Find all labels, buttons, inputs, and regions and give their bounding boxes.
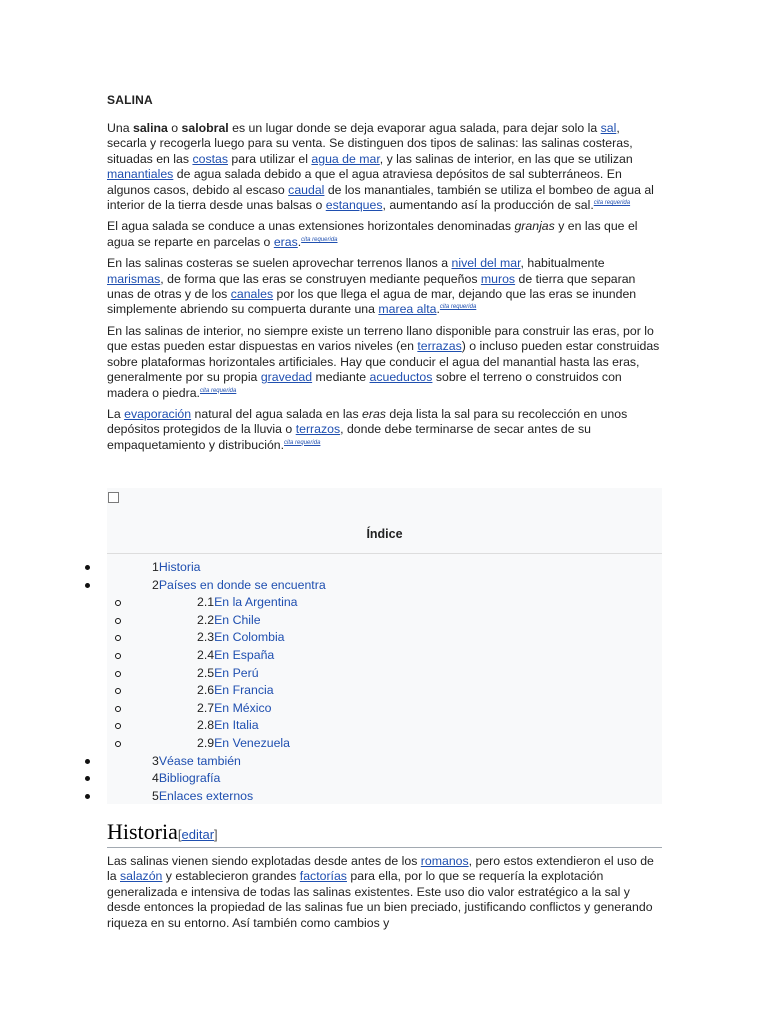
- link-romanos[interactable]: romanos: [420, 854, 469, 868]
- link-evaporacion[interactable]: evaporación: [124, 406, 192, 421]
- toc-item[interactable]: [152, 788, 253, 804]
- toc-number: 2.7: [197, 700, 215, 715]
- toc-item[interactable]: [197, 594, 298, 610]
- text: es un lugar donde se deja evaporar agua salada, para dejar solo la: [228, 121, 601, 135]
- paragraph-historia: [107, 854, 662, 931]
- toc-bullet: [85, 776, 90, 781]
- toc-link[interactable]: En Italia: [214, 718, 259, 733]
- text: para ella, por lo que se requería la explotación generalizada e intensiva de todas las salinas existentes. Este uso dio valor estratégico a la sal y desde entonces la propiedad de las salinas fue un bien preciado, justificando conflictos y generando riqueza en su entorno. Así también como cambios y: [107, 869, 653, 930]
- text: , donde debe terminarse de secar antes de su empaquetamiento y distribución.: [107, 422, 591, 452]
- text: sobre el terreno o construidos con madera o piedra.: [107, 370, 622, 400]
- toc-number: 5: [152, 788, 159, 803]
- toc-number: 2: [152, 577, 159, 592]
- toc-subbullet: [115, 706, 121, 712]
- toc-link[interactable]: Enlaces externos: [158, 788, 254, 803]
- citation-needed[interactable]: cita requerida: [199, 387, 237, 394]
- link-caudal[interactable]: caudal: [288, 182, 325, 197]
- paragraph-costeras: [107, 256, 662, 318]
- citation-needed[interactable]: cita requerida: [593, 200, 631, 207]
- text: , aumentando así la producción de sal.: [382, 198, 594, 213]
- toc-link[interactable]: Historia: [158, 560, 201, 574]
- link-costas[interactable]: costas: [192, 151, 228, 166]
- link-terrazas[interactable]: terrazas: [417, 339, 462, 354]
- text: y en las que el agua se reparte en parcelas o: [107, 219, 638, 249]
- toc-link[interactable]: En la Argentina: [214, 595, 298, 610]
- toc-number: 2.1: [197, 595, 215, 610]
- link-salazon[interactable]: salazón: [120, 869, 163, 884]
- text: de los manantiales, también se utiliza el bombeo de agua al interior de la tierra desde unas balsas o: [107, 182, 654, 213]
- text: , secarla y recogerla luego para su venta. Se distinguen dos tipos de salinas: las salinas costeras, situadas en las: [107, 121, 633, 166]
- text: mediante: [312, 370, 370, 385]
- toc-item[interactable]: [152, 770, 220, 786]
- text: En las salinas costeras se suelen aprovechar terrenos llanos a: [107, 256, 452, 271]
- link-eras[interactable]: eras: [273, 234, 298, 249]
- toc-item[interactable]: [152, 559, 201, 575]
- toc-item[interactable]: [197, 682, 274, 698]
- section-title: Historia: [107, 819, 178, 844]
- text: , pero estos extendieron el uso de la: [107, 854, 654, 884]
- toc-link[interactable]: Bibliografía: [158, 771, 221, 786]
- paragraph-evaporacion: [107, 407, 662, 453]
- text: La: [107, 406, 125, 421]
- text: o: [167, 121, 182, 135]
- edit-section: [178, 827, 218, 842]
- toc-link[interactable]: En Chile: [214, 612, 261, 627]
- text: de tierra que separan unas de otras y de los: [107, 271, 636, 302]
- toc-link[interactable]: Países en donde se encuentra: [158, 577, 326, 592]
- citation-needed[interactable]: cita requerida: [301, 236, 338, 243]
- page-title: SALINA: [107, 93, 153, 107]
- paragraph-interior: [107, 324, 662, 401]
- text: , de forma que las eras se construyen mediante pequeños: [160, 271, 481, 286]
- text: deja lista la sal para su recolección en unos depósitos protegidos de la lluvia o: [107, 406, 628, 437]
- link-marea-alta[interactable]: marea alta: [378, 302, 437, 317]
- link-terrazos[interactable]: terrazos: [295, 422, 341, 437]
- text: El agua salada se conduce a unas extensiones horizontales denominadas: [107, 219, 515, 234]
- toc-item[interactable]: [197, 629, 285, 645]
- toc-item[interactable]: [197, 647, 274, 663]
- toc-bullet: [85, 565, 90, 570]
- italic-term: granjas: [514, 219, 555, 234]
- citation-needed[interactable]: cita requerida: [284, 439, 321, 446]
- bracket: ]: [214, 827, 218, 842]
- toc-number: 2.9: [197, 736, 215, 750]
- text: , habitualmente: [520, 256, 605, 271]
- section-heading-historia: [107, 819, 662, 848]
- toc-toggle-checkbox[interactable]: [108, 492, 119, 503]
- toc-item[interactable]: [197, 700, 272, 716]
- toc-link[interactable]: En Colombia: [214, 630, 285, 645]
- link-sal[interactable]: sal: [600, 121, 617, 135]
- link-manantiales[interactable]: manantiales: [107, 167, 174, 182]
- text: de agua salada debido a que el agua atraviesa depósitos de sal subterráneos. En algunos casos, debido al escaso: [107, 167, 622, 197]
- toc-number: 4: [152, 771, 159, 786]
- toc-number: 2.3: [197, 630, 215, 645]
- toc-link[interactable]: En España: [214, 648, 275, 662]
- toc-subbullet: [115, 671, 121, 677]
- toc-item[interactable]: [197, 735, 290, 751]
- link-acueductos[interactable]: acueductos: [369, 370, 433, 385]
- toc-number: 3: [152, 753, 159, 768]
- text: .: [436, 302, 440, 317]
- toc-item[interactable]: [152, 753, 241, 769]
- toc-bullet: [85, 759, 90, 764]
- link-nivel-del-mar[interactable]: nivel del mar: [451, 256, 521, 271]
- link-marismas[interactable]: marismas: [107, 271, 161, 286]
- link-gravedad[interactable]: gravedad: [260, 370, 313, 385]
- toc-title: Índice: [366, 527, 403, 541]
- toc-item[interactable]: [197, 717, 259, 733]
- paragraph-granjas: [107, 219, 662, 250]
- toc-number: 2.6: [197, 683, 215, 698]
- link-muros[interactable]: muros: [480, 271, 516, 286]
- toc-divider: [107, 553, 662, 554]
- toc-number: 2.4: [197, 648, 215, 662]
- toc-item[interactable]: [197, 665, 259, 681]
- text: Las salinas vienen siendo explotadas desde antes de los: [107, 854, 421, 868]
- toc-number: 2.2: [197, 612, 215, 627]
- bold-term: salina: [132, 121, 168, 135]
- text: y establecieron grandes: [162, 869, 300, 884]
- toc-item[interactable]: [152, 577, 326, 593]
- paragraph-intro: [107, 121, 662, 213]
- text: , y las salinas de interior, en las que se utilizan: [379, 151, 633, 166]
- text: En las salinas de interior, no siempre existe un terreno llano disponible para construir las eras, por lo que estas pueden estar dispuestas en varios niveles (en: [107, 323, 654, 354]
- edit-link[interactable]: editar: [181, 827, 215, 842]
- toc-link[interactable]: En Perú: [214, 665, 259, 680]
- text: Una: [107, 121, 133, 135]
- link-factorias[interactable]: factorías: [299, 869, 347, 884]
- link-agua-de-mar[interactable]: agua de mar: [311, 151, 380, 166]
- text: ) o incluso pueden estar construidas sobre plataformas horizontales artificiales. Hay que conducir el agua del manantial hasta las eras, generalmente por su propia: [107, 339, 660, 385]
- toc-link[interactable]: En Venezuela: [214, 736, 291, 750]
- bracket: [: [177, 827, 182, 842]
- toc-number: 2.8: [197, 718, 215, 733]
- toc-bullet: [85, 583, 90, 588]
- toc-link[interactable]: Véase también: [158, 753, 241, 768]
- toc-number: 2.5: [197, 665, 215, 680]
- citation-needed[interactable]: cita requerida: [439, 304, 477, 311]
- article-body: [107, 93, 662, 459]
- text: .: [297, 234, 302, 249]
- toc-link[interactable]: En México: [214, 700, 272, 715]
- toc-subbullet: [115, 741, 121, 747]
- italic-term: eras: [362, 406, 386, 421]
- toc-number: 1: [152, 560, 159, 574]
- text: por los que llega el agua de mar, dejando que las eras se inunden simplemente abriendo su compuerta durante una: [107, 287, 637, 317]
- bold-term: salobral: [181, 121, 229, 135]
- text: natural del agua salada en las: [191, 406, 363, 421]
- toc-subbullet: [115, 618, 121, 624]
- toc-item[interactable]: [197, 612, 261, 628]
- toc-link[interactable]: En Francia: [214, 683, 274, 698]
- text: para utilizar el: [228, 151, 312, 166]
- link-canales[interactable]: canales: [230, 287, 274, 302]
- toc-subbullet: [115, 653, 121, 659]
- historia-body: [107, 854, 662, 937]
- toc-bullet: [85, 794, 90, 799]
- link-estanques[interactable]: estanques: [325, 198, 383, 213]
